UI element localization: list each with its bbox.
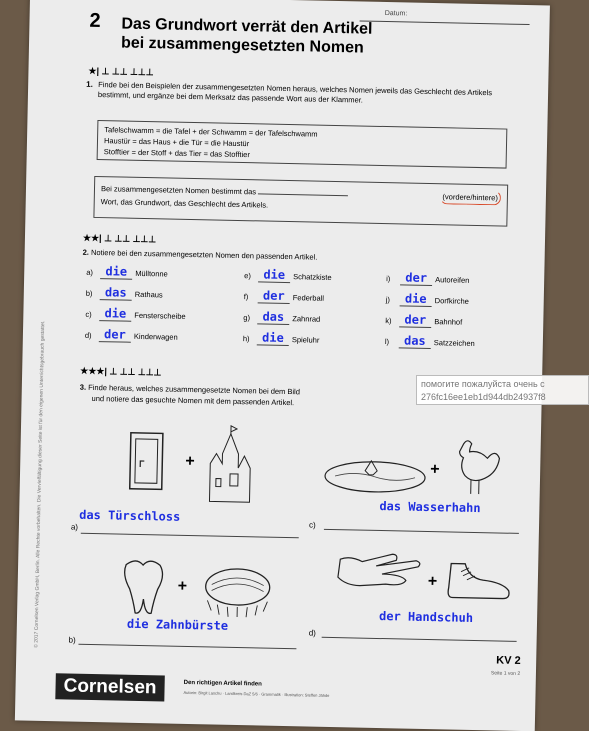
task2-item-answer[interactable]: die (99, 306, 131, 322)
task2-number: 2. (82, 247, 90, 257)
task2-item-letter: l) (384, 337, 390, 347)
task2-item-letter: f) (243, 292, 249, 302)
task2-item-letter: b) (85, 288, 93, 298)
door-icon (122, 429, 183, 495)
answer-d-line (322, 637, 517, 642)
task2-item-word: Mülltonne (135, 268, 168, 279)
rooster-icon (443, 433, 506, 499)
datum-line (360, 20, 530, 25)
plus-icon: + (185, 452, 195, 471)
task2-item (86, 264, 168, 281)
hand-icon (335, 541, 426, 603)
task2-item-answer[interactable]: die (257, 330, 289, 346)
brush-icon (197, 560, 278, 622)
task2-item-answer[interactable]: der (99, 327, 131, 343)
plus-icon-4: + (427, 573, 438, 591)
rule-line-2: Wort, das Grundwort, das Geschlecht des Artikels. (100, 197, 269, 210)
task2-difficulty (83, 233, 156, 246)
example-2: Haustür = das Haus + die Tür = die Haustür (103, 136, 250, 149)
task2-item (385, 333, 475, 350)
footer-doc-title: Den richtigen Artikel finden (183, 679, 262, 688)
example-1: Tafelschwamm = die Tafel + der Schwamm = der Tafelschwamm (104, 125, 318, 139)
task2-item-answer[interactable]: das (257, 309, 289, 325)
task2-item (243, 309, 320, 326)
task2-item-answer[interactable]: der (399, 312, 431, 328)
task2-item-letter: d) (84, 330, 92, 340)
task2-item-answer[interactable]: das (399, 333, 431, 349)
footer-credits: Autorin: Birgit Laschu · Landkreis DaZ 5/6 · Grammatik · Illustration: Steffen Jähde (183, 689, 330, 698)
task3-instruction (79, 382, 300, 409)
task1-instruction: Finde bei den Beispielen der zusammengesetzten Nomen heraus, welches Nomen jeweils das Geschlecht des Artikels bestimmt, und ergänze bei dem Merksatz das passende Wort aus der Klammer. (97, 80, 493, 105)
plus-icon-2: + (430, 461, 440, 479)
task2-item (85, 327, 178, 344)
level-icons: ⊥ ⊥⊥ ⊥⊥⊥ (101, 66, 154, 78)
page-indicator: Seite 1 von 2 (490, 670, 521, 677)
title-line-1: Das Grundwort verrät den Artikel (121, 15, 373, 38)
task2-item-letter: h) (242, 334, 250, 344)
task2-item-answer[interactable]: die (258, 267, 290, 283)
overlay-line-1: помогите пожалуйста очень с (421, 379, 545, 389)
task3-instruction-line1: Finde heraus, welches zusammengesetzte Nomen bei dem Bild (88, 382, 301, 397)
task2-item-word: Zahnrad (292, 314, 321, 324)
task2-item (244, 288, 325, 305)
task2-item (385, 312, 462, 329)
answer-a-letter: a) (70, 522, 79, 532)
task2-item-letter: j) (385, 295, 391, 305)
answer-b-line (78, 644, 296, 650)
answer-d-letter: d) (308, 628, 316, 638)
worksheet-page (15, 0, 550, 731)
task3-level-icons: ⊥ ⊥⊥ ⊥⊥⊥ (109, 366, 162, 378)
task2-item-letter: a) (86, 267, 94, 277)
task2-item-word: Fensterscheibe (134, 310, 186, 321)
task2-item-word: Autoreifen (435, 275, 470, 285)
plus-icon-3: + (177, 577, 188, 595)
task2-instruction: Notiere bei den zusammengesetzten Nomen den passenden Artikel. (90, 247, 318, 262)
examples-box (97, 120, 508, 169)
rule-text: Bei zusammengesetzten Nomen bestimmt das (100, 184, 257, 197)
answer-c[interactable]: das Wasserhahn (379, 498, 481, 516)
task2-item-letter: i) (386, 274, 391, 284)
page-title (121, 14, 373, 57)
task2-item-answer[interactable]: das (100, 285, 132, 301)
task2-item-word: Kinderwagen (133, 331, 178, 342)
task2-grid (85, 264, 507, 363)
rule-blank[interactable] (258, 193, 348, 196)
water-puddle-icon (320, 446, 431, 498)
task3-instruction-line2: und notiere das gesuchte Nomen mit dem passenden Artikel. (91, 393, 295, 408)
task2-item (244, 267, 332, 284)
exercise-number: 2 (89, 9, 101, 33)
answer-b-letter: b) (68, 635, 76, 645)
task2-item-word: Spieluhr (291, 335, 320, 345)
overlay-line-2: 276fc16ee1eb1d944db24937f8 (421, 392, 546, 402)
task2-item-word: Dorfkirche (434, 296, 470, 306)
answer-a[interactable]: das Türschloss (79, 507, 181, 524)
task1-number: 1. (86, 79, 93, 89)
task2-item-letter: e) (244, 271, 251, 281)
example-3: Stofftier = der Stoff + das Tier = das Stofftier (103, 147, 250, 160)
task2-item (85, 306, 186, 323)
task3-stars: ★★★| (80, 365, 108, 377)
datum-label: Datum: (384, 9, 408, 18)
task2-item (386, 291, 469, 308)
side-copyright-note: © 2017 Cornelsen Verlag GmbH, Berlin. Alle Rechte vorbehalten. Die Vervielfältigung dieser Seite ist für den eigenen Unterrichtsgebrauch gestattet. (33, 320, 47, 648)
task2-item-word: Bahnhof (434, 317, 463, 327)
answer-d[interactable]: der Handschuh (378, 609, 474, 625)
task2-item-answer[interactable]: die (100, 264, 132, 280)
task2-item-word: Schatzkiste (293, 272, 332, 282)
task3-difficulty (80, 366, 162, 379)
task2-level-icons: ⊥ ⊥⊥ ⊥⊥⊥ (104, 233, 157, 245)
task2-item-letter: g) (243, 313, 251, 323)
task2-item-word: Satzzeichen (433, 338, 475, 348)
task2-item-letter: k) (385, 316, 392, 326)
task2-item (386, 270, 469, 287)
answer-a-line (81, 533, 299, 539)
overlay-tooltip (416, 375, 589, 405)
task3-number: 3. (79, 382, 87, 392)
cornelsen-logo: Cornelsen (55, 673, 164, 701)
rule-box (93, 176, 508, 227)
title-line-2: bei zusammengesetzten Nomen (120, 34, 364, 57)
task1-stars: ★| (88, 65, 100, 77)
answer-c-line (324, 529, 519, 534)
task2-item (86, 285, 163, 302)
shoe-icon (442, 555, 515, 604)
kv-code: KV 2 (496, 654, 521, 667)
task2-item-letter: c) (85, 309, 92, 319)
task2-item-answer[interactable]: der (400, 270, 432, 286)
task2-item-answer[interactable]: die (400, 291, 432, 307)
task1-difficulty (88, 66, 153, 78)
task2-item-answer[interactable]: der (258, 288, 290, 304)
task2-instruction-row (83, 248, 318, 262)
answer-b[interactable]: die Zahnbürste (126, 616, 229, 633)
answer-c-letter: c) (308, 520, 316, 530)
task2-item-word: Federball (292, 293, 325, 303)
rule-choice: (vordere/hintere) (439, 189, 501, 205)
castle-icon (199, 423, 273, 504)
task2-stars: ★★| (82, 232, 102, 244)
task2-item (243, 330, 320, 347)
task2-item-word: Rathaus (134, 289, 163, 300)
tooth-icon (117, 557, 168, 618)
